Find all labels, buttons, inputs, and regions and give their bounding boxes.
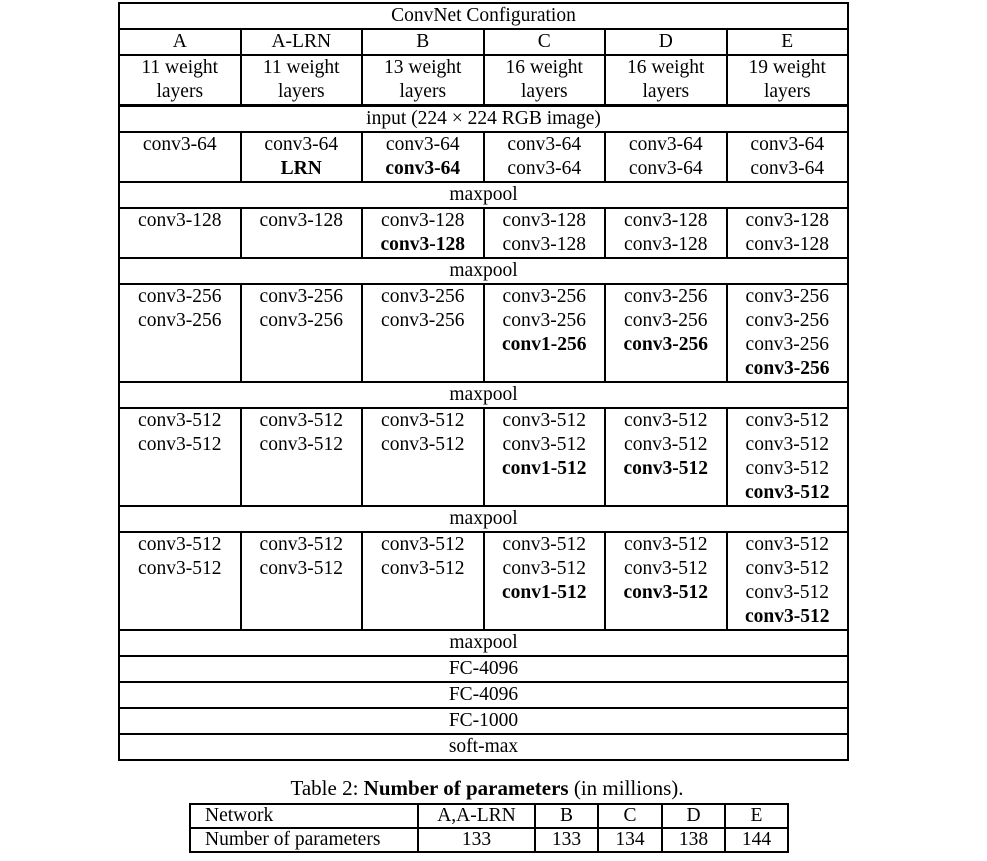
layer-entry: conv3-64: [750, 158, 825, 179]
layer-cell-a-lrn: [241, 284, 363, 382]
maxpool-row: maxpool: [119, 182, 848, 208]
conv-block-5: [119, 532, 848, 630]
layer-entry: conv3-128: [381, 210, 465, 231]
header-b: B: [535, 804, 598, 828]
layer-entry: conv3-128: [259, 210, 343, 231]
layer-entry: conv3-512: [381, 534, 465, 555]
layer-entry: conv3-64: [628, 134, 703, 155]
layer-entry: conv3-128: [624, 210, 708, 231]
layer-cell-d: [605, 208, 727, 258]
layer-entry: conv3-128: [502, 210, 586, 231]
conv-block-2: [119, 208, 848, 258]
weight-count: 19 weight: [748, 57, 826, 78]
layer-entry: conv3-256: [138, 286, 222, 307]
weight-layers-a: [119, 55, 241, 105]
layers-word: layers: [520, 81, 568, 102]
layer-entry: conv3-512: [502, 434, 586, 455]
config-name-e: E: [727, 29, 849, 55]
layer-entry: conv3-256: [745, 310, 829, 331]
layer-entry: conv3-256: [745, 358, 830, 379]
layer-entry: conv3-512: [502, 534, 586, 555]
parameters-table: [189, 803, 789, 853]
layer-cell-c: [484, 132, 606, 182]
layer-entry: conv3-512: [502, 558, 586, 579]
conv-block-3: [119, 284, 848, 382]
layer-entry: conv3-64: [385, 158, 461, 179]
layer-entry: conv3-64: [507, 134, 582, 155]
layer-entry: conv3-512: [138, 534, 222, 555]
weight-layers-e: [727, 55, 849, 105]
layer-cell-b: [362, 532, 484, 630]
layer-entry: conv3-512: [381, 558, 465, 579]
layers-word: layers: [399, 81, 447, 102]
layer-entry: conv3-256: [502, 286, 586, 307]
layer-cell-a-lrn: [241, 208, 363, 258]
layer-entry: conv3-256: [502, 310, 586, 331]
weight-count: 16 weight: [505, 57, 583, 78]
layer-entry: conv3-256: [624, 286, 708, 307]
config-name-d: D: [605, 29, 727, 55]
layer-cell-e: [727, 284, 849, 382]
layer-entry: conv3-128: [138, 210, 222, 231]
layer-cell-d: [605, 284, 727, 382]
layer-cell-c: [484, 532, 606, 630]
layer-entry: conv3-512: [745, 458, 829, 479]
config-name-row: [119, 29, 848, 55]
layer-entry: conv3-64: [142, 134, 217, 155]
weight-layers-a-lrn: [241, 55, 363, 105]
layer-cell-a-lrn: [241, 532, 363, 630]
layers-word: layers: [642, 81, 690, 102]
layer-cell-a: [119, 208, 241, 258]
header-network: Network: [190, 804, 418, 828]
layer-entry: conv3-64: [507, 158, 582, 179]
layer-cell-b: [362, 284, 484, 382]
params-d: 138: [662, 828, 725, 852]
softmax-row: soft-max: [119, 734, 848, 760]
layer-cell-b: [362, 208, 484, 258]
layer-entry: conv3-512: [745, 534, 829, 555]
conv-block-4: [119, 408, 848, 506]
layer-entry: conv3-128: [745, 234, 829, 255]
layer-entry: conv3-128: [502, 234, 586, 255]
layer-cell-e: [727, 132, 849, 182]
layer-cell-d: [605, 132, 727, 182]
layer-entry: conv3-512: [381, 410, 465, 431]
layer-entry: conv3-512: [624, 558, 708, 579]
layers-word: layers: [277, 81, 325, 102]
layer-entry: conv3-256: [259, 310, 343, 331]
layer-cell-a: [119, 132, 241, 182]
layer-entry: conv3-64: [750, 134, 825, 155]
fc-4096-row-1: FC-4096: [119, 656, 848, 682]
maxpool-row: maxpool: [119, 382, 848, 408]
layer-cell-a: [119, 532, 241, 630]
maxpool-row: maxpool: [119, 258, 848, 284]
layer-entry: conv1-256: [502, 334, 587, 355]
layer-cell-b: [362, 132, 484, 182]
layer-entry: conv3-512: [745, 558, 829, 579]
layer-cell-d: [605, 532, 727, 630]
conv-block-1: [119, 132, 848, 182]
layer-entry: conv3-512: [745, 410, 829, 431]
layer-entry: conv3-512: [138, 434, 222, 455]
layer-entry: conv3-512: [745, 482, 830, 503]
maxpool-row: maxpool: [119, 506, 848, 532]
maxpool-row: maxpool: [119, 630, 848, 656]
layer-entry: conv1-512: [502, 458, 587, 479]
layer-cell-a-lrn: [241, 408, 363, 506]
layer-entry: conv3-512: [138, 410, 222, 431]
layer-entry: conv3-256: [623, 334, 708, 355]
layer-entry: conv3-256: [745, 286, 829, 307]
layer-cell-c: [484, 408, 606, 506]
weight-layers-row: [119, 55, 848, 105]
convnet-config-header-table: [118, 2, 849, 106]
fc-1000-row: FC-1000: [119, 708, 848, 734]
layer-cell-d: [605, 408, 727, 506]
layer-entry: conv3-512: [745, 434, 829, 455]
layer-entry: conv3-512: [624, 434, 708, 455]
parameters-value-row: [190, 828, 788, 852]
layer-entry: conv3-512: [745, 582, 829, 603]
caption-suffix: (in millions).: [568, 776, 684, 800]
caption-bold: Number of parameters: [363, 776, 569, 800]
params-a-alrn: 133: [418, 828, 535, 852]
weight-count: 16 weight: [627, 57, 705, 78]
layer-entry: conv3-512: [259, 434, 343, 455]
layer-entry: conv3-512: [745, 606, 830, 627]
layer-entry: conv3-512: [624, 410, 708, 431]
header-d: D: [662, 804, 725, 828]
layer-entry: conv3-512: [623, 458, 708, 479]
layer-entry: conv3-64: [264, 134, 339, 155]
weight-layers-c: [484, 55, 606, 105]
convnet-config-body-table: [118, 105, 849, 761]
weight-count: 11 weight: [262, 57, 340, 78]
layers-word: layers: [156, 81, 204, 102]
params-e: 144: [725, 828, 788, 852]
layer-entry: conv1-512: [502, 582, 587, 603]
layer-cell-e: [727, 208, 849, 258]
layer-entry: conv3-64: [628, 158, 703, 179]
layer-cell-c: [484, 284, 606, 382]
header-e: E: [725, 804, 788, 828]
layer-entry: conv3-512: [502, 410, 586, 431]
weight-count: 13 weight: [384, 57, 462, 78]
parameters-header-row: [190, 804, 788, 828]
layer-entry: conv3-512: [259, 558, 343, 579]
weight-count: 11 weight: [141, 57, 219, 78]
layer-cell-a-lrn: [241, 132, 363, 182]
layer-entry: conv3-512: [259, 534, 343, 555]
header-a-alrn: A,A-LRN: [418, 804, 535, 828]
layer-entry: conv3-64: [385, 134, 460, 155]
layer-cell-e: [727, 532, 849, 630]
table2-caption: [0, 775, 974, 801]
params-c: 134: [598, 828, 662, 852]
layers-word: layers: [763, 81, 811, 102]
layer-entry: conv3-512: [259, 410, 343, 431]
layer-entry: LRN: [280, 158, 322, 179]
layer-entry: conv3-256: [381, 310, 465, 331]
weight-layers-b: [362, 55, 484, 105]
layer-entry: conv3-512: [624, 534, 708, 555]
layer-entry: conv3-512: [623, 582, 708, 603]
config-name-c: C: [484, 29, 606, 55]
input-row: input (224 × 224 RGB image): [119, 106, 848, 132]
layer-cell-e: [727, 408, 849, 506]
caption-prefix: Table 2:: [290, 776, 364, 800]
layer-entry: conv3-256: [745, 334, 829, 355]
layer-entry: conv3-256: [138, 310, 222, 331]
layer-entry: conv3-128: [380, 234, 465, 255]
table-title: ConvNet Configuration: [119, 3, 848, 29]
layer-cell-c: [484, 208, 606, 258]
layer-cell-a: [119, 284, 241, 382]
layer-cell-a: [119, 408, 241, 506]
params-b: 133: [535, 828, 598, 852]
config-name-a: A: [119, 29, 241, 55]
layer-entry: conv3-128: [624, 234, 708, 255]
layer-entry: conv3-128: [745, 210, 829, 231]
row-label: Number of parameters: [190, 828, 418, 852]
layer-cell-b: [362, 408, 484, 506]
layer-entry: conv3-256: [259, 286, 343, 307]
layer-entry: conv3-512: [381, 434, 465, 455]
layer-entry: conv3-256: [624, 310, 708, 331]
config-name-a-lrn: A-LRN: [241, 29, 363, 55]
header-c: C: [598, 804, 662, 828]
layer-entry: conv3-512: [138, 558, 222, 579]
weight-layers-d: [605, 55, 727, 105]
fc-4096-row-2: FC-4096: [119, 682, 848, 708]
config-name-b: B: [362, 29, 484, 55]
layer-entry: conv3-256: [381, 286, 465, 307]
